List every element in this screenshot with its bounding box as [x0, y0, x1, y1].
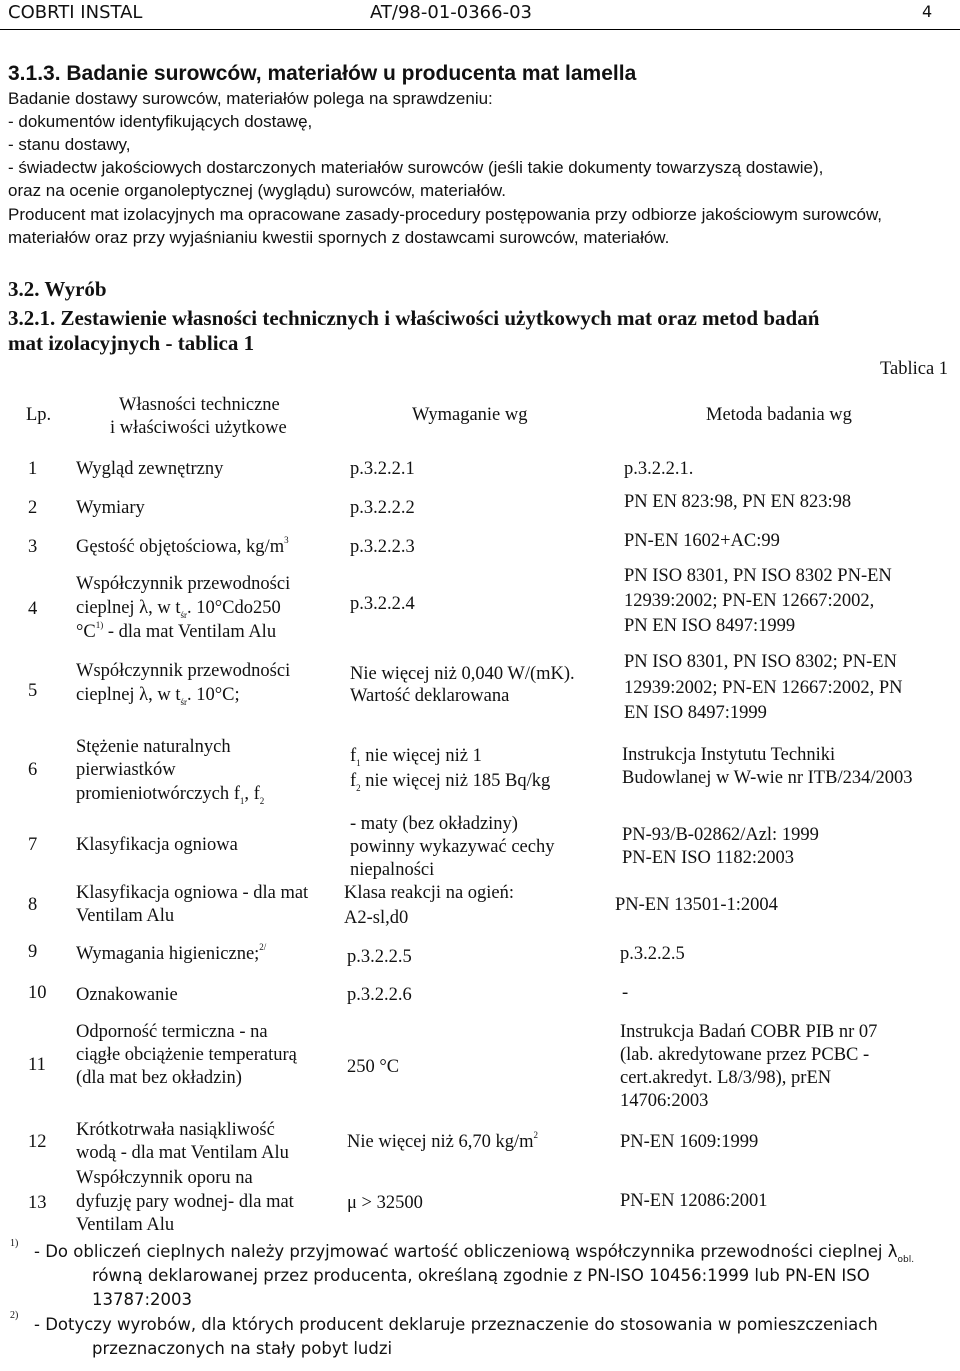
- requirement-line: Klasa reakcji na ogień:: [344, 883, 515, 903]
- method-line: 12939:2002; PN-EN 12667:2002,: [624, 591, 875, 611]
- requirement-line: - maty (bez okładziny): [350, 814, 518, 834]
- property-line: pierwiastków: [76, 760, 176, 780]
- requirement-line: A2-sl,d0: [344, 908, 409, 928]
- property-line: Krótkotrwała nasiąkliwość: [76, 1120, 275, 1140]
- superscript: 1): [95, 620, 104, 630]
- subsection-heading: mat izolacyjnych - tablica 1: [8, 331, 255, 355]
- method-line: PN EN ISO 8497:1999: [624, 616, 796, 636]
- row-number: 4: [28, 599, 38, 619]
- property-text: . 10°Cdo250: [187, 598, 281, 618]
- header-company: COBRTI INSTAL: [8, 2, 143, 23]
- paragraph-line: materiałów oraz przy wyjaśnianiu kwestii spornych z dostawcami surowców, materiałów.: [8, 228, 670, 247]
- property-line: Ventilam Alu: [76, 1215, 175, 1235]
- subscript: 1: [239, 796, 245, 806]
- paragraph-line: - stanu dostawy,: [8, 135, 131, 154]
- method-cell: PN-EN 13501-1:2004: [615, 895, 778, 915]
- subscript: 2: [259, 796, 265, 806]
- requirement-line: Nie więcej niż 0,040 W/(mK).: [350, 664, 575, 684]
- property-line: ciągłe obciążenie temperaturą: [76, 1045, 297, 1065]
- subscript: śr: [180, 697, 188, 707]
- subsection-heading: 3.2.1. Zestawienie własności technicznych i właściwości użytkowych mat oraz metod badań: [8, 306, 820, 330]
- column-header-requirement: Wymaganie wg: [412, 405, 528, 425]
- row-number: 5: [28, 681, 38, 701]
- row-number: 13: [28, 1193, 47, 1213]
- method-line: Budowlanej w W-wie nr ITB/234/2003: [622, 768, 913, 788]
- footnote-marker: 2): [10, 1310, 19, 1321]
- paragraph-line: oraz na ocenie organoleptycznej (wyglądu) surowców, materiałów.: [8, 181, 506, 200]
- method-cell: PN-EN 1602+AC:99: [624, 531, 780, 551]
- property-line: wodą - dla mat Ventilam Alu: [76, 1143, 289, 1163]
- method-cell: PN-EN 12086:2001: [620, 1191, 768, 1211]
- footnote-line: 13787:2003: [92, 1290, 193, 1309]
- section-heading: 3.2. Wyrób: [8, 277, 107, 301]
- requirement-cell: p.3.2.2.2: [350, 498, 415, 518]
- requirement-text: nie więcej niż 185 Bq/kg: [360, 771, 551, 791]
- column-header-lp: Lp.: [26, 405, 52, 425]
- subscript: 1: [356, 758, 361, 768]
- superscript: 2: [533, 1130, 538, 1140]
- row-number: 11: [28, 1055, 46, 1075]
- property-cell: [76, 537, 289, 558]
- requirement-line: powinny wykazywać cechy: [350, 837, 555, 857]
- row-number: 3: [28, 537, 38, 557]
- property-cell: Oznakowanie: [76, 985, 178, 1005]
- method-line: cert.akredyt. L8/3/98), prEN: [620, 1068, 832, 1088]
- method-cell: PN-EN 1609:1999: [620, 1132, 759, 1152]
- property-cell: [76, 944, 266, 965]
- header-doc-number: AT/98-01-0366-03: [370, 2, 532, 23]
- method-line: Instrukcja Instytutu Techniki: [622, 745, 836, 765]
- property-line: Ventilam Alu: [76, 906, 175, 926]
- method-line: 12939:2002; PN-EN 12667:2002, PN: [624, 678, 903, 698]
- property-text: °C: [76, 622, 96, 642]
- subscript: śr: [180, 610, 188, 620]
- requirement-line: [350, 746, 482, 767]
- section-heading: 3.1.3. Badanie surowców, materiałów u producenta mat lamella: [8, 62, 637, 85]
- footnote-line: przeznaczonych na stały pobyt ludzi: [92, 1339, 393, 1358]
- row-number: 7: [28, 835, 38, 855]
- property-line: Współczynnik przewodności: [76, 574, 291, 594]
- table-caption: Tablica 1: [880, 359, 949, 379]
- method-line: (lab. akredytowane przez PCBC -: [620, 1045, 870, 1065]
- requirement-cell: p.3.2.2.6: [347, 985, 412, 1005]
- property-line: [76, 622, 276, 643]
- property-line: [76, 784, 264, 805]
- column-header-method: Metoda badania wg: [706, 405, 852, 425]
- requirement-cell: μ > 32500: [347, 1193, 423, 1213]
- subscript: obl.: [897, 1255, 915, 1265]
- property-line: (dla mat bez okładzin): [76, 1068, 242, 1088]
- requirement-text: nie więcej niż 1: [360, 746, 482, 766]
- row-number: 10: [28, 983, 47, 1003]
- method-line: PN ISO 8301, PN ISO 8302 PN-EN: [624, 566, 892, 586]
- row-number: 6: [28, 760, 38, 780]
- row-number: 12: [28, 1132, 47, 1152]
- method-line: EN ISO 8497:1999: [624, 703, 767, 723]
- requirement-cell: p.3.2.2.4: [350, 594, 415, 614]
- property-text: Wymagania higieniczne;: [76, 944, 260, 964]
- property-line: dyfuzję pary wodnej- dla mat: [76, 1192, 294, 1212]
- method-cell: p.3.2.2.1.: [624, 459, 694, 479]
- requirement-line: niepalności: [350, 860, 435, 880]
- requirement-line: Wartość deklarowana: [350, 686, 510, 706]
- property-line: Odporność termiczna - na: [76, 1022, 268, 1042]
- paragraph-line: - dokumentów identyfikujących dostawę,: [8, 112, 313, 131]
- requirement-line: [350, 771, 550, 792]
- property-text: cieplnej λ, w t: [76, 685, 181, 705]
- header-page-number: 4: [922, 2, 933, 21]
- requirement-cell: 250 °C: [347, 1057, 400, 1077]
- superscript: 2/: [259, 942, 267, 952]
- property-text: cieplnej λ, w t: [76, 598, 181, 618]
- method-cell: -: [622, 983, 629, 1003]
- method-cell: p.3.2.2.5: [620, 944, 685, 964]
- footnote-text: - Do obliczeń cieplnych należy przyjmować wartość obliczeniową współczynnika przewodności cieplnej λ: [34, 1242, 898, 1261]
- footnote-line: - Dotyczy wyrobów, dla których producent deklaruje przeznaczenie do stosowania w pomieszczeniach: [34, 1315, 878, 1334]
- row-number: 2: [28, 498, 38, 518]
- paragraph-line: Badanie dostawy surowców, materiałów polega na sprawdzeniu:: [8, 89, 493, 108]
- method-line: Instrukcja Badań COBR PIB nr 07: [620, 1022, 878, 1042]
- requirement-cell: p.3.2.2.5: [347, 947, 412, 967]
- property-cell: Klasyfikacja ogniowa: [76, 835, 238, 855]
- property-line: Stężenie naturalnych: [76, 737, 231, 757]
- row-number: 9: [28, 942, 38, 962]
- requirement-cell: p.3.2.2.1: [350, 459, 415, 479]
- superscript: 3: [284, 535, 289, 545]
- column-header-property: Własności techniczne: [119, 395, 280, 415]
- property-line: Klasyfikacja ogniowa - dla mat: [76, 883, 309, 903]
- property-line: Współczynnik oporu na: [76, 1168, 253, 1188]
- method-line: PN-EN ISO 1182:2003: [622, 848, 794, 868]
- property-line: [76, 598, 281, 619]
- property-cell: Wymiary: [76, 498, 145, 518]
- property-text: , f: [244, 784, 260, 804]
- method-line: 14706:2003: [620, 1091, 709, 1111]
- footnote-marker: 1): [10, 1238, 19, 1249]
- property-text: . 10°C;: [187, 685, 240, 705]
- property-line: [76, 685, 240, 706]
- requirement-text: Nie więcej niż 6,70 kg/m: [347, 1132, 534, 1152]
- row-number: 1: [28, 459, 38, 479]
- footnote-line: [34, 1242, 915, 1265]
- paragraph-line: Producent mat izolacyjnych ma opracowane zasady-procedury postępowania przy odbiorze jakościowym surowców,: [8, 205, 883, 224]
- property-text: Gęstość objętościowa, kg/m: [76, 537, 285, 557]
- requirement-text: f: [350, 771, 357, 791]
- header-divider: [0, 29, 960, 30]
- property-text: promieniotwórczych f: [76, 784, 240, 804]
- footnote-line: równą deklarowanej przez producenta, określaną zgodnie z PN-ISO 10456:1999 lub PN-EN ISO: [92, 1266, 870, 1285]
- requirement-cell: [347, 1132, 538, 1153]
- property-cell: Wygląd zewnętrzny: [76, 459, 224, 479]
- method-line: PN ISO 8301, PN ISO 8302; PN-EN: [624, 652, 897, 672]
- property-line: Współczynnik przewodności: [76, 661, 291, 681]
- requirement-text: f: [350, 746, 357, 766]
- property-text: - dla mat Ventilam Alu: [103, 622, 277, 642]
- paragraph-line: - świadectw jakościowych dostarczonych materiałów surowców (jeśli takie dokumenty towarzyszą dostawie),: [8, 158, 824, 177]
- requirement-cell: p.3.2.2.3: [350, 537, 415, 557]
- method-cell: PN EN 823:98, PN EN 823:98: [624, 492, 852, 512]
- row-number: 8: [28, 895, 38, 915]
- method-line: PN-93/B-02862/Azl: 1999: [622, 825, 819, 845]
- subscript: 2: [356, 783, 361, 793]
- column-header-property: i właściwości użytkowe: [110, 418, 287, 438]
